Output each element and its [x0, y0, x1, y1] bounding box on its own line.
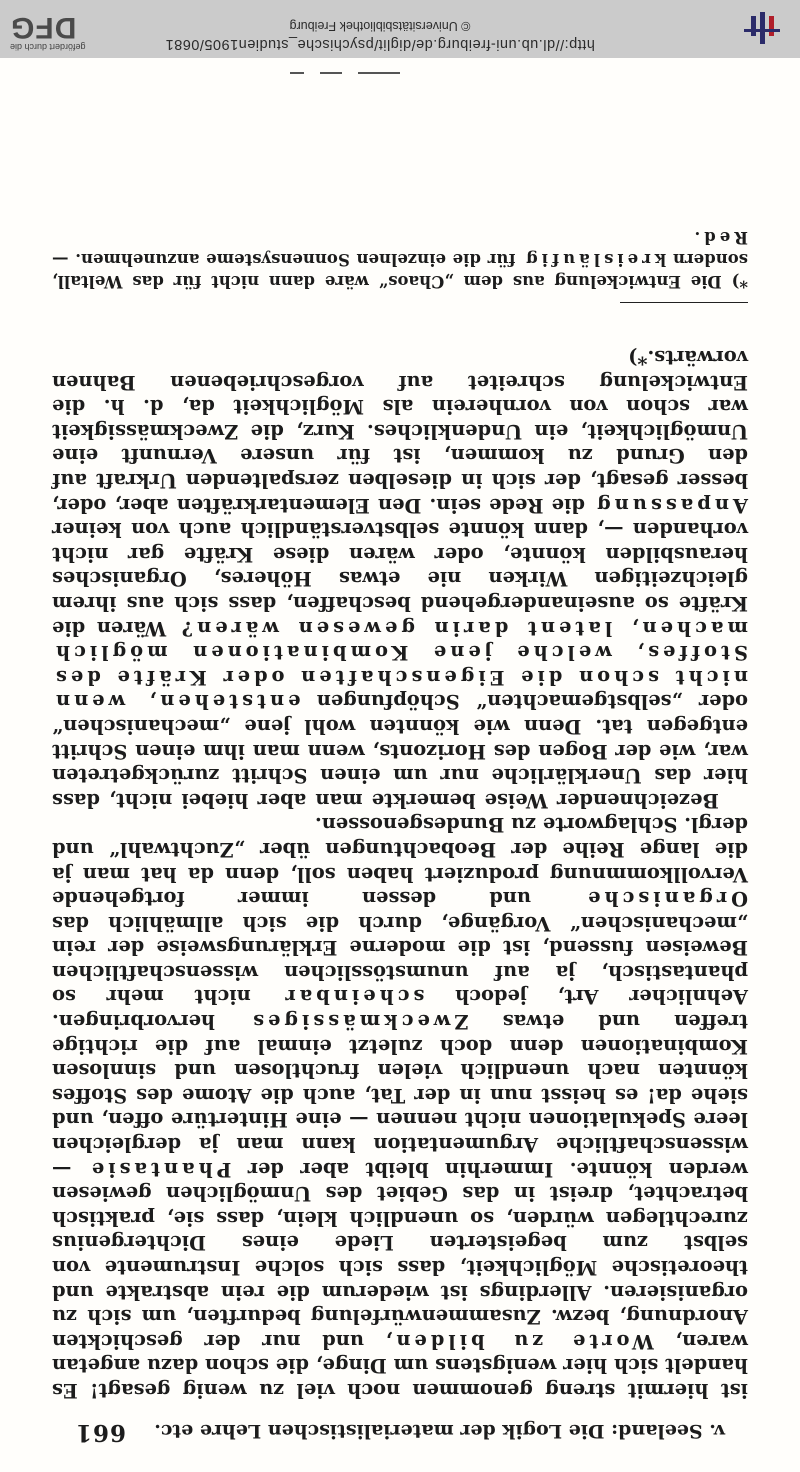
text-run: Bezeichnender Weise bemerkte man aber hiebei nicht, dass hier das Unerklärliche nur um einen Schritt zurückgetreten war, wie der Bogen des Horizonts, wenn man ihm einen Schritt entgegen tat. Denn wie könnten wohl jene „mechanischen“ oder „selbstgemachten“ Schöpfungen: [52, 690, 748, 812]
spaced-emphasis: entstehen, wenn nicht schon die Eigenschaften oder Kräfte des Stoffes, welche jene Kombinationen möglich machen, latent darin gewesen wären?: [52, 616, 748, 714]
spaced-emphasis: Worte zu bilden: [392, 1329, 654, 1353]
running-title: v. Seeland: Die Logik der materialistischen Lehre etc.: [154, 1420, 725, 1442]
text-run: die Rede sein. Den Elementarkräften aber, oder, besser gesagt, der sich in dieselben zerspaltenden Urkraft auf den Grund zu kommen, ist für unsere Vernunft eine Unmöglichkeit, ein Undenkliches. Kurz, die Zweckmässigkeit war schon von vornherein als Möglichkeit da, d. h. die Entwickelung schreitet auf vorgeschriebenen Bahnen vorwärts.*): [52, 346, 748, 517]
bottom-dashes: [280, 70, 400, 74]
paragraph: [52, 344, 748, 811]
footnote-rule: [620, 302, 748, 303]
text-run: — wissenschaftliche Argumentation kann man ja dergleichen leere Spekulationen nicht nennen — eine Hintertüre offen, und siehe da! es heisst nun in der Tat, auch die Atome des Stoffes könnten nach unendlich vielen fruchtlosen und sinnlosen Kombinationen denn doch zuletzt einmal auf die richtige treffen und etwas: [52, 1010, 748, 1181]
spaced-emphasis: Zweckmässiges: [249, 1010, 469, 1034]
text-run: für die einzelnen Sonnensysteme anzunehmen. —: [52, 250, 523, 269]
footer-info: [160, 19, 600, 52]
text-run: und dessen immer fortgehende Vervollkommnung produziert haben soll, denn da hat man ja die lange Reihe der Beobachtungen über „Zuchtwahl“ und dergl. Schlagworte zu Bundesgenossen.: [52, 813, 748, 911]
text-run: *) Die Entwickelung aus dem „Chaos“ wäre dann nicht für das Weltall, sondern: [52, 250, 748, 291]
spaced-emphasis: Anpassung: [593, 493, 748, 517]
dfg-logo: [10, 12, 120, 52]
text-run: Wären die Kräfte so auseinandergehend beschaffen, dass sich aus ihrem gleichzeitigen Wirken nie etwas Höheres, Organisches herausbilden könnte, oder wären diese Kräfte gar nicht vorhanden —, dann könnte selbstverständlich auch von keiner: [52, 518, 748, 640]
library-logo-icon: [740, 8, 784, 48]
footnote: [52, 226, 748, 292]
copyright-text: © Universitätsbibliothek Freiburg: [289, 19, 471, 33]
dash: [358, 73, 400, 75]
text-run: nicht mehr so phantastisch, ja auf unumstösslichen wissenschaftlichen Beweisen fussend, ist die moderne Erklärungsweise der rein „mechanischen“ Vorgänge, durch die sich allmählich das: [52, 911, 748, 1009]
dfg-mark: DFG: [10, 11, 77, 44]
dash: [320, 73, 342, 75]
spaced-emphasis: Red.: [690, 228, 748, 247]
text-run: , und nur der geschickten Anordnung, bezw. Zusammenwürfelung bedurften, um sich zu organisieren. Allerdings ist wiederum die rein abstrakte und theoretische Möglichkeit, dass sich solche Instrumente von selbst zum begeisterten Liede eines Dichtergenius zurechtlegen würden, so unendlich klein, dass sie, praktisch betrachtet, dreist in das Gebiet des Unmöglichen gewiesen werden könnte. Immerhin bleibt aber der: [52, 1157, 748, 1353]
page-number: 661: [75, 1419, 127, 1446]
text-run: ist hiermit streng genommen noch viel zu wenig gesagt! Es handelt sich hier wenigstens um Dinge, die schon dazu angetan waren,: [52, 1329, 748, 1402]
spaced-emphasis: Organische: [584, 887, 748, 911]
spaced-emphasis: scheinbar: [281, 985, 425, 1009]
dfg-subtitle: gefördert durch die: [10, 42, 86, 52]
spaced-emphasis: kreisläufig: [522, 250, 667, 269]
main-text: [52, 344, 748, 1402]
spaced-emphasis: Phantasie: [87, 1157, 232, 1181]
dash: [290, 73, 304, 75]
running-header: [75, 1416, 725, 1446]
source-url[interactable]: http://dl.ub.uni-freiburg.de/diglit/psychische_studien1905/0681: [165, 36, 595, 52]
paragraph: [52, 812, 748, 1402]
text-run: hervorbringen. Aehnlicher Art, jedoch: [52, 985, 748, 1034]
digitization-footer: [0, 0, 800, 58]
